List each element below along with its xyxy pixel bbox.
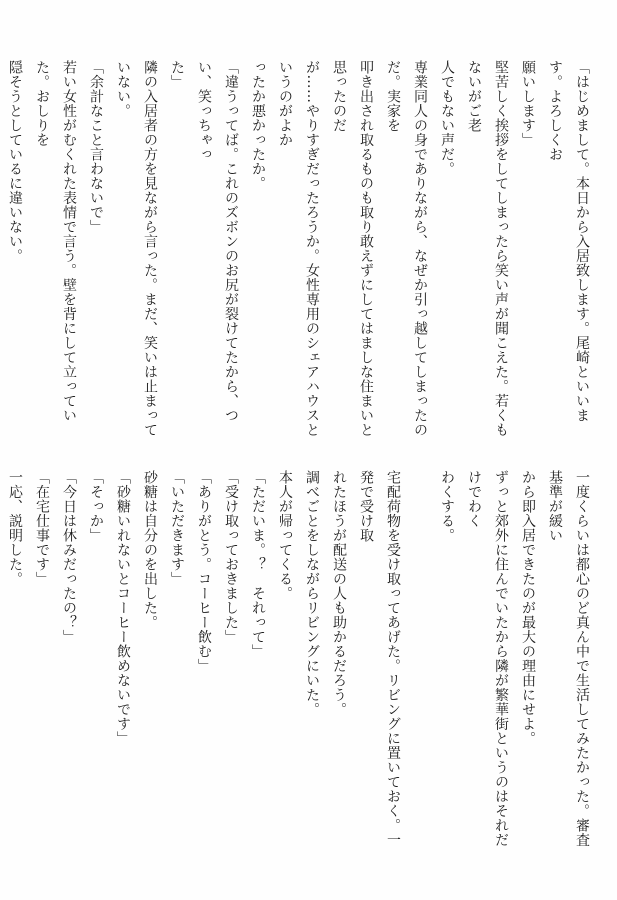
- text-line: [0, 60, 1, 448]
- text-line: 一応、説明した。: [7, 470, 23, 586]
- text-line: 叩き出され取るものも取り敢えずにしてはましな住まいと思ったのだ: [331, 60, 374, 437]
- text-line: 「砂糖いれないとコーヒー飲めないです」: [115, 470, 131, 746]
- text-line: 願いします」: [520, 60, 536, 147]
- text-line: ったか悪かったか。: [250, 60, 266, 191]
- text-line: れたほうが配送の人も助かるだろう。: [331, 470, 347, 717]
- text-line: わくする。: [439, 470, 455, 543]
- text-line: 「ただいま。？ それって」: [250, 470, 266, 659]
- text-line: 「いただきます」: [169, 470, 185, 586]
- text-line: 若い女性がむくれた表情で言う。壁を背にして立っていた。おしりを: [34, 60, 77, 423]
- blank-line: [406, 470, 433, 850]
- text-line: 「はじめまして。本日から入居致します。尾崎といいます。よろしくお: [547, 60, 590, 423]
- text-line: た」: [169, 60, 185, 89]
- text-line: 「ありがとう。コーヒー飲む」: [196, 470, 212, 673]
- text-line: 調べごとをしながらリビングにいた。: [304, 470, 320, 717]
- text-line: 「違うってば。これのズボンのお尻が裂けてたから、つい、笑っちゃっ: [196, 60, 239, 423]
- text-line: 専業同人の身でありながら、なぜか引っ越してしまったのだ。実家を: [385, 60, 428, 437]
- text-line: 堅苦しく挨拶をしてしまったら笑い声が聞こえた。若くもないがご老: [466, 60, 509, 437]
- text-line: 「今日は休みだったの？」: [61, 470, 77, 644]
- text-line: 「そっか」: [88, 470, 104, 543]
- text-line: 人でもない声だ。: [439, 60, 455, 176]
- text-line: 「在宅仕事です」: [34, 470, 50, 586]
- text-line: が……やりすぎだったろうか。女性専用のシェアハウスというのがよか: [277, 60, 320, 437]
- upper-text-block: [7, 60, 595, 448]
- text-line: 隣の入居者の方を見ながら言った。まだ、笑いは止まっていない。: [115, 60, 158, 437]
- text-line: 砂糖は自分のを出した。: [142, 470, 158, 630]
- text-line: 一度くらいは都心のど真ん中で生活してみたかった。審査基準が緩い: [547, 470, 590, 847]
- lower-text-block: [7, 470, 595, 850]
- text-line: 「余計なこと言わないで」: [88, 60, 104, 234]
- text-line: ずっと郊外に住んでいたから隣が繁華街というのはそれだけでわく: [466, 470, 509, 847]
- text-line: 宅配荷物を受け取ってあげた。リビングに置いておく。一発で受け取: [358, 470, 401, 847]
- text-line: から即入居できたのが最大の理由にせよ。: [520, 470, 536, 746]
- text-line: 「受け取っておきました」: [223, 470, 239, 644]
- text-line: 隠そうとしているに違いない。: [7, 60, 23, 263]
- text-line: 本人が帰ってくる。: [277, 470, 293, 601]
